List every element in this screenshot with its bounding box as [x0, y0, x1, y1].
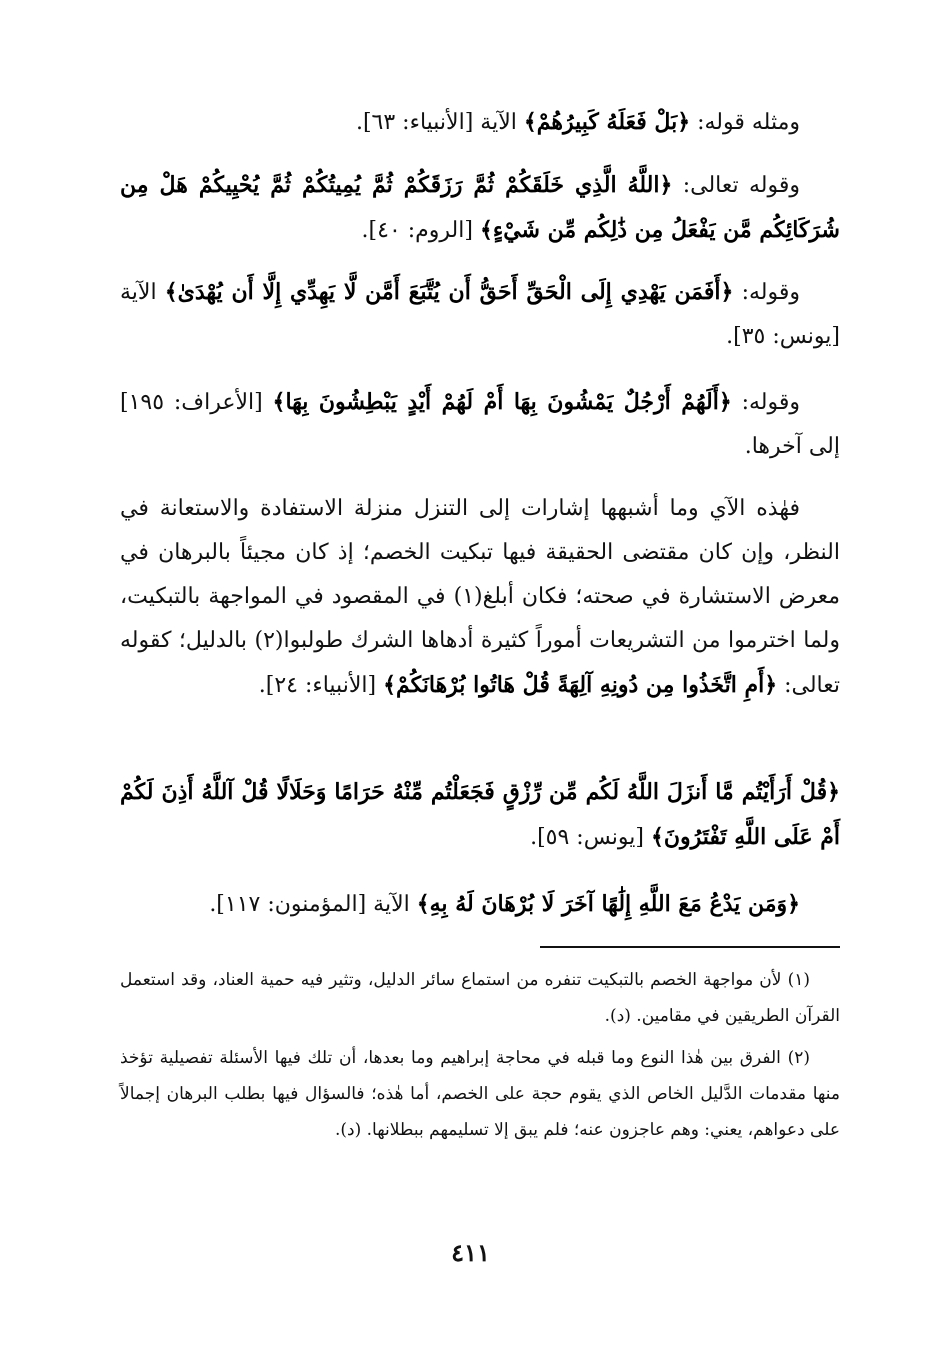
footnote-1: (١) لأن مواجهة الخصم بالتبكيت تنفره من استماع سائر الدليل، وتثير فيه حمية العناد، وقد استعمل القرآن الطريقين في مقامين. (د). [120, 970, 840, 1026]
paragraph-4-citation: [الأعراف: ١٩٥] إلى آخرها. [120, 390, 840, 459]
quran-verse-yunus-35: ﴿أَفَمَن يَهْدِي إِلَى الْحَقِّ أَحَقُّ أَن يُتَّبَعَ أَمَّن لَّا يَهِدِّي إِلَّا أَن يُهْدَىٰ﴾ [164, 279, 734, 305]
quran-verse-muminun-117: ﴿وَمَن يَدْعُ مَعَ اللَّهِ إِلَٰهًا آخَرَ لَا بُرْهَانَ لَهُ بِهِ﴾ [416, 891, 800, 917]
paragraph-2-intro: وقوله تعالى: [672, 173, 800, 198]
paragraph-3-citation: الآية [يونس: ٣٥]. [120, 280, 840, 349]
paragraph-7 [120, 882, 840, 927]
paragraph-2-citation: [الروم: ٤٠]. [361, 218, 480, 243]
paragraph-7-citation: الآية [المؤمنون: ١١٧]. [209, 892, 417, 917]
paragraph-1-intro: ومثله قوله: [690, 110, 800, 135]
paragraph-1-citation: الآية [الأنبياء: ٦٣]. [355, 110, 524, 135]
paragraph-5-citation: [الأنبياء: ٢٤]. [258, 673, 384, 698]
quran-verse-araf-195: ﴿أَلَهُمْ أَرْجُلٌ يَمْشُونَ بِهَا أَمْ لَهُمْ أَيْدٍ يَبْطِشُونَ بِهَا﴾ [272, 389, 732, 415]
quran-verse-anbiya-63: ﴿بَلْ فَعَلَهُ كَبِيرُهُمْ﴾ [523, 109, 691, 135]
paragraph-5-text: فهٰذه الآي وما أشبهها إشارات إلى التنزل منزلة الاستفادة والاستعانة في النظر، وإن كان مقتضى الحقيقة فيها تبكيت الخصم؛ إذ كان مجيئاً بالبرهان في معرض الاستشارة في صحته؛ فكان أبلغ(١) في المقصود في المواجهة بالتبكيت، ولما اخترموا من التشريعات أموراً كثيرة أدهاها الشرك طولبوا(٢) بالدليل؛ كقوله تعالى: [120, 496, 840, 698]
footnote-separator [540, 946, 840, 948]
quran-verse-yunus-59: ﴿قُلْ أَرَأَيْتُم مَّا أَنزَلَ اللَّهُ لَكُم مِّن رِّزْقٍ فَجَعَلْتُم مِّنْهُ حَرَامًا وَحَلَالًا قُلْ آللَّهُ أَذِنَ لَكُمْ أَمْ عَلَى اللَّهِ تَفْتَرُونَ﴾ [120, 779, 840, 850]
paragraph-6-citation: [يونس: ٥٩]. [530, 825, 651, 850]
paragraph-3-intro: وقوله: [733, 280, 800, 305]
footnote-2: (٢) الفرق بين هٰذا النوع وما قبله في محاجة إبراهيم وما بعدها، أن تلك فيها الأسئلة تفصيلية تؤخذ منها مقدمات الدَّليل الخاص الذي يقوم حجة على الخصم، أما هٰذه؛ فالسؤال فيها بطلب البرهان إجمالاً على دعواهم، يعني: وهم عاجزون عنه؛ فلم يبق إلا تسليمهم ببطلانها. (د). [120, 1048, 840, 1140]
paragraph-2 [120, 163, 840, 253]
quran-verse-anbiya-24: ﴿أَمِ اتَّخَذُوا مِن دُونِهِ آلِهَةً قُلْ هَاتُوا بُرْهَانَكُمْ﴾ [383, 672, 778, 698]
page [120, 0, 840, 1363]
paragraph-6 [120, 770, 840, 860]
paragraph-1 [120, 100, 840, 145]
paragraph-4 [120, 380, 840, 469]
quran-verse-rum-40: ﴿اللَّهُ الَّذِي خَلَقَكُمْ ثُمَّ رَزَقَكُمْ ثُمَّ يُمِيتُكُمْ ثُمَّ يُحْيِيكُمْ هَلْ مِن شُرَكَائِكُم مَّن يَفْعَلُ مِن ذَٰلِكُم مِّن شَيْءٍ﴾ [120, 172, 840, 243]
page-number: ٤١١ [451, 1238, 490, 1267]
paragraph-3 [120, 270, 840, 359]
paragraph-5 [120, 487, 840, 708]
paragraph-4-intro: وقوله: [731, 390, 800, 415]
